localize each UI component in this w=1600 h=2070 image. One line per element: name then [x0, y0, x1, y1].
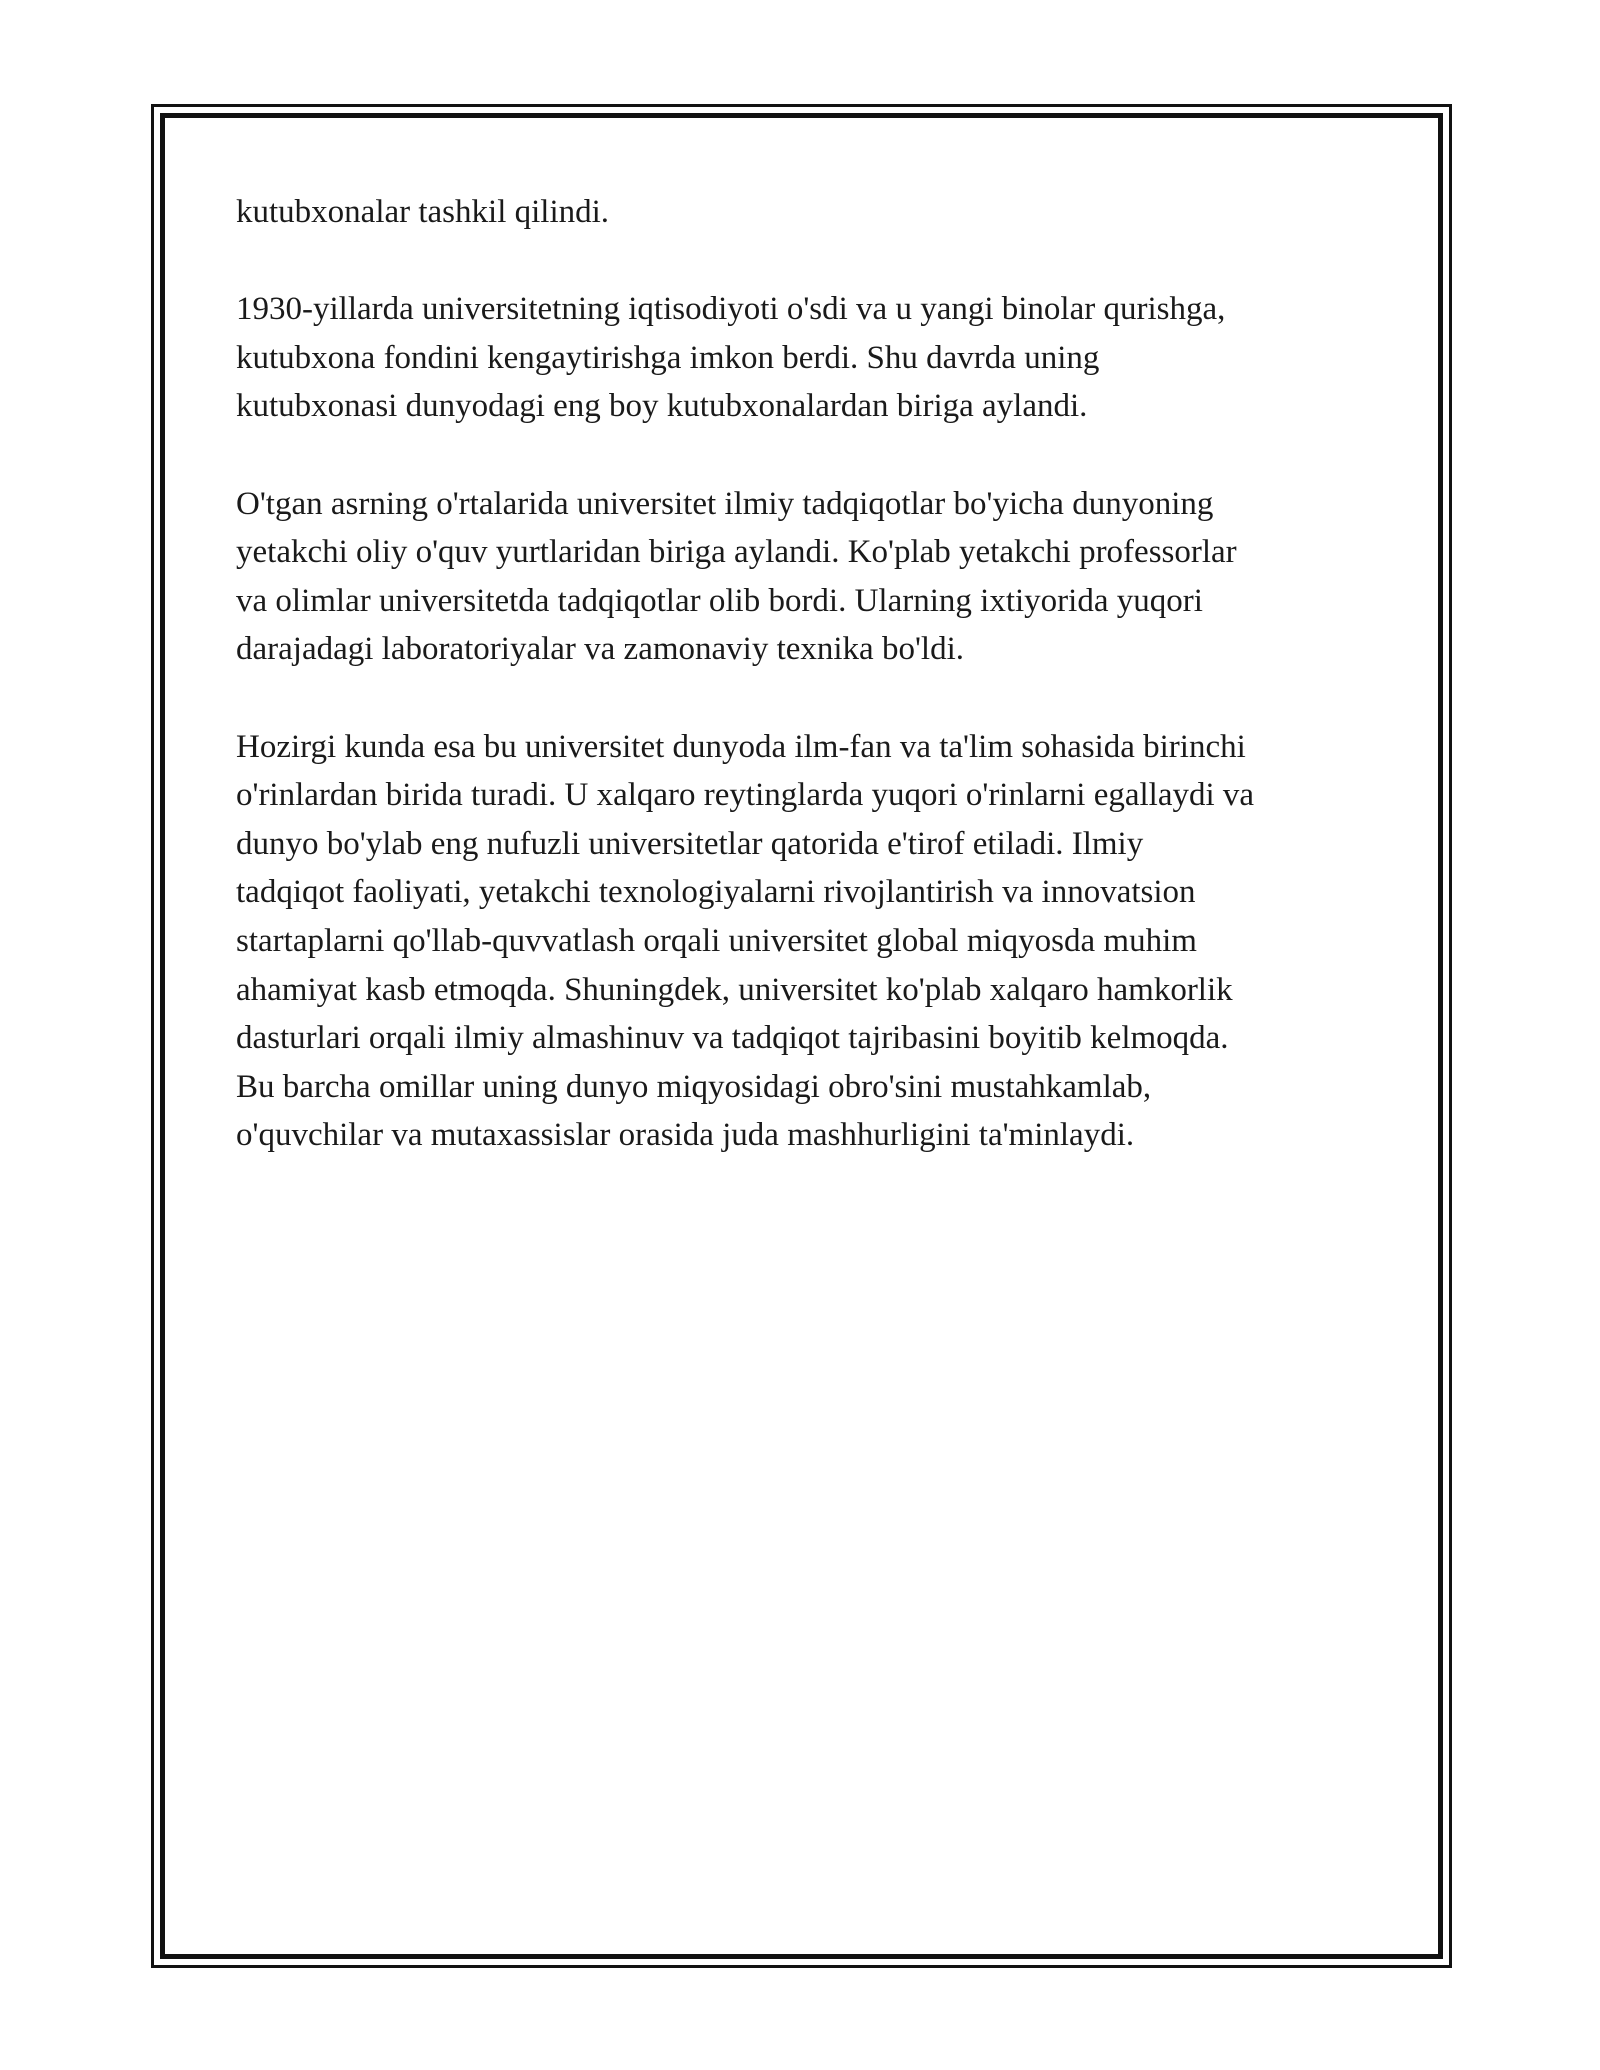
paragraph-present-day: Hozirgi kunda esa bu universitet dunyoda ilm-fan va ta'lim sohasida birinchi o'rinlardan birida turadi. U xalqaro reytinglarda yuqori o'rinlarni egallaydi va dunyo bo'ylab eng nufuzli universitetlar qatorida e'tirof etiladi. Ilmiy tadqiqot faoliyati, yetakchi texnologiyalarni rivojlantirish va innovatsion startaplarni qo'llab-quvvatlash orqali universitet global miqyosda muhim ahamiyat kasb etmoqda. Shuningdek, universitet ko'plab xalqaro hamkorlik dasturlari orqali ilmiy almashinuv va tadqiqot tajribasini boyitib kelmoqda. Bu barcha omillar uning dunyo miqyosidagi obro'sini mustahkamlab, o'quvchilar va mutaxassislar orasida juda mashhurligini ta'minlaydi. — [236, 728, 1255, 1154]
paragraph-1930s: 1930-yillarda universitetning iqtisodiyoti o'sdi va u yangi binolar qurishga, kutubxona fondini kengaytirishga imkon berdi. Shu davrda uning kutubxonasi dunyodagi eng boy kutubxonalardan biriga aylandi. — [236, 291, 1226, 425]
document-body — [236, 188, 1376, 1208]
paragraph-mid-century: O'tgan asrning o'rtalarida universitet ilmiy tadqiqotlar bo'yicha dunyoning yetakchi oliy o'quv yurtlaridan biriga aylandi. Ko'plab yetakchi professorlar va olimlar universitetda tadqiqotlar olib bordi. Ularning ixtiyorida yuqori darajadagi laboratoriyalar va zamonaviy texnika bo'ldi. — [236, 485, 1237, 668]
paragraph-continuation: kutubxonalar tashkil qilindi. — [236, 194, 610, 230]
